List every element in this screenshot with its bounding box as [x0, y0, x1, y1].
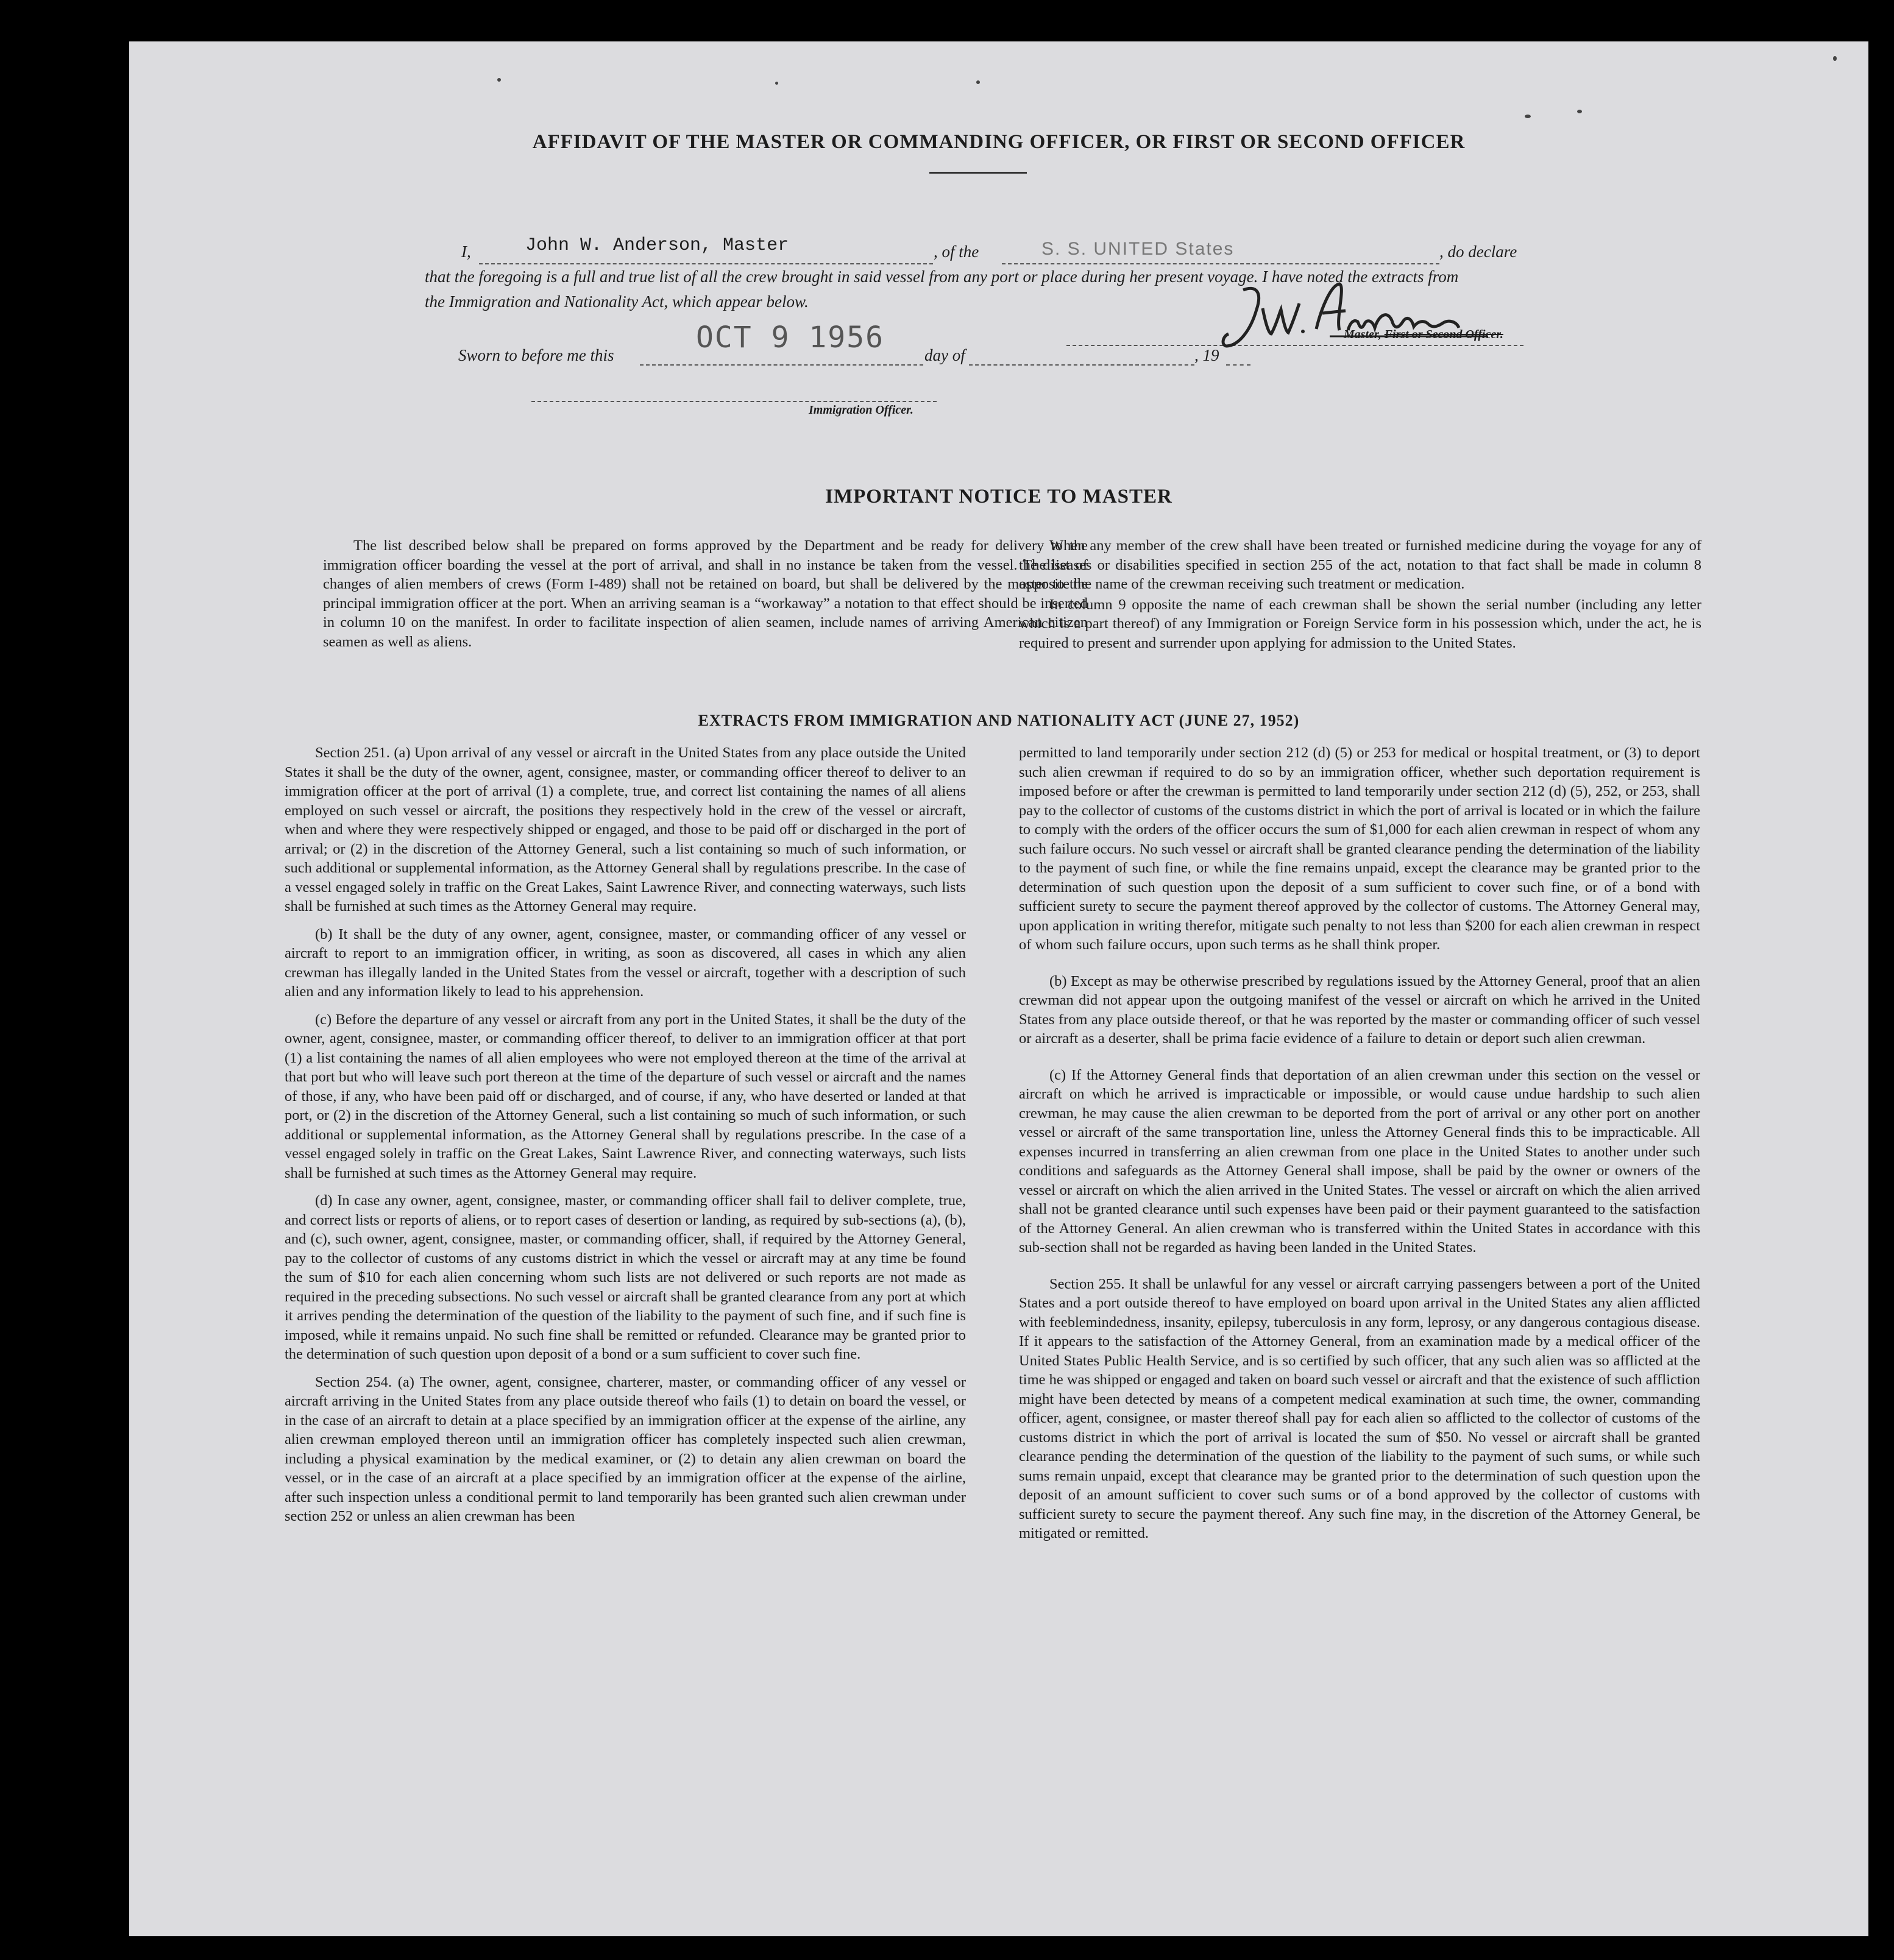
affidavit-statement-end: the Immigration and Nationality Act, which appear below.: [425, 292, 809, 311]
notice-paragraph: In column 9 opposite the name of each crewman shall be shown the serial number (including any letter which is a part thereof) of any Immigration or Foreign Service form in his possession which, under the act, he is required to present and surrender upon applying for admission to the United States.: [1019, 596, 1701, 651]
speck: [1525, 115, 1531, 118]
act-section-paragraph: permitted to land temporarily under section 212 (d) (5) or 253 for medical or hospital treatment, or (3) to deport such alien crewman if required to do so by an immigration officer, whether such deportation requirement is imposed before or after the crewman is permitted to land temporarily under section 212 (d) (5), 252, or 253, shall pay to the collector of customs of the customs district in which the port of arrival is located or in which the failure to comply with the orders of the officer occurs the sum of $1,000 for each alien crewman in respect of whom any such failure occurs. No such vessel or aircraft shall be granted clearance pending the determination of the liability to the payment of such fine, or while the fine remains unpaid, except the clearance may be granted prior to the determination of such question upon the deposit of a sum sufficient to cover such fine, or of a bond with sufficient surety to secure the payment thereof approved by the collector of customs. The Attorney General may, upon application in writing therefor, mitigate such penalty to not less than $200 for each alien crewman in respect of whom such failure occurs, upon such terms as he shall think proper.: [1019, 745, 1700, 953]
act-section-paragraph: (c) Before the departure of any vessel or aircraft from any port in the United States, it shall be the duty of the owner, agent, consignee, master, or commanding officer thereof, to deliver to an immigration officer at that port (1) a list containing the names of all alien employees who were not employed thereon at the time of the arrival at that port but who will leave such port thereon at the time of the departure of such vessel or aircraft and the names of those, if any, who have been paid off or discharged, and of course, if any, who have deserted or landed at that port, or (2) in the discretion of the Attorney General, such a list containing so much of such information, or such additional or supplemental information, as the Attorney General shall by regulations prescribe. In the case of a vessel engaged solely in traffic on the Great Lakes, Saint Lawrence River, and connecting waterways, such lists shall be furnished at such times as the Attorney General may require.: [285, 1011, 966, 1181]
master-name-value: John W. Anderson, Master: [525, 235, 789, 256]
date-stamp: OCT 9 1956: [696, 320, 884, 355]
act-section-paragraph: Section 251. (a) Upon arrival of any vessel or aircraft in the United States from any place outside the United States it shall be the duty of the owner, agent, consignee, master, or commanding officer thereof to deliver to an immigration officer at the port of arrival (1) a complete, true, and correct list containing the names of all aliens employed on such vessel or aircraft, the positions they respectively hold in the crew of the vessel or aircraft, when and where they were respectively shipped or engaged, and those to be paid off or discharged in the port of arrival; or (2) in the discretion of the Attorney General, such a list containing so much of such information, or such additional or supplemental information, as the Attorney General shall by regulations prescribe. In the case of a vessel engaged solely in traffic on the Great Lakes, Saint Lawrence River, and connecting waterways, such lists shall be furnished at such times as the Attorney General may require.: [285, 745, 966, 915]
affidavit-do-declare: , do declare: [1439, 242, 1517, 261]
vessel-value: S. S. UNITED States: [1041, 239, 1235, 259]
act-section-paragraph: Section 254. (a) The owner, agent, consignee, charterer, master, or commanding officer of any vessel or aircraft arriving in the United States from any place outside thereof who fails (1) to detain on board the vessel, or in the case of an aircraft to detain at a place specified by an immigration officer at the expense of the airline, any alien crewman employed thereon until an immigration officer has completely inspected such alien crewman, including a physical examination by the medical examiner, or (2) to detain any alien crewman on board the vessel, or in the case of an aircraft at a place specified by an immigration officer at the expense of the airline, after such inspection unless a conditional permit to land temporarily has been granted such alien crewman under section 252 or unless an alien crewman has been: [285, 1373, 966, 1524]
master-officer-label: [1344, 328, 1503, 342]
notice-paragraph: When any member of the crew shall have been treated or furnished medicine during the voyage for any of the diseases or disabilities specified in section 255 of the act, notation to that fact shall be made in column 8 opposite the name of the crewman receiving such treatment or medication.: [1019, 537, 1701, 592]
immigration-officer-line: [531, 390, 937, 402]
title-rule: [929, 172, 1027, 174]
month-line: [969, 347, 1194, 366]
notice-left-column: [323, 536, 1088, 660]
year-line: [1226, 347, 1250, 366]
year-prefix: , 19: [1194, 346, 1219, 364]
document-page: [129, 41, 1868, 1936]
speck: [976, 80, 980, 84]
day-of-label: day of: [924, 346, 965, 364]
affidavit-of-the: , of the: [934, 242, 979, 261]
act-section-paragraph: (b) It shall be the duty of any owner, agent, consignee, master, or commanding officer of any vessel or aircraft to report to an immigration officer, in writing, as soon as discovered, all cases in which any alien crewman has illegally landed in the United States from the vessel or aircraft, together with a description of such alien and any information likely to lead to his apprehension.: [285, 925, 966, 1000]
act-section-paragraph: (c) If the Attorney General finds that deportation of an alien crewman under this section on the vessel or aircraft on which he arrived is impracticable or impossible, or would cause undue hardship to such alien crewman, he may cause the alien crewman to be deported from the port of arrival or any other port on another vessel or aircraft of the same transportation line, unless the Attorney General finds this to be impracticable. All expenses incurred in transferring an alien crewman from one place in the United States to another under such conditions and safeguards as the Attorney General shall impose, shall be paid by the owner or owners of the vessel or aircraft on which the alien arrived in the United States. The vessel or aircraft on which the alien arrived shall not be granted clearance until such expenses have been paid or their payment guaranteed to the satisfaction of the Attorney General. An alien crewman who is transferred within the United States in accordance with this sub-section shall not be regarded as having been landed in the United States.: [1019, 1066, 1700, 1256]
notice-paragraph: The list described below shall be prepared on forms approved by the Department and be ready for delivery to the immigration officer boarding the vessel at the port of arrival, and shall in no instance be taken from the vessel. The list of changes of alien members of crews (Form I-489) shall not be retained on board, but shall be delivered by the master to the principal immigration officer at the port. When an arriving seaman is a “workaway” a notation to that effect should be inserted in column 10 on the manifest. In order to facilitate inspection of alien seamen, include names of arriving American citizen seamen as well as aliens.: [323, 537, 1088, 650]
act-section-paragraph: Section 255. It shall be unlawful for any vessel or aircraft carrying passengers between a port of the United States and a port outside thereof to have employed on board upon arrival in the United States any alien afflicted with feeblemindedness, insanity, epilepsy, tuberculosis in any form, leprosy, or any dangerous contagious disease. If it appears to the satisfaction of the Attorney General, from an examination made by a medical officer of the United States Public Health Service, and is so certified by such officer, that any such alien was so afflicted at the time he was shipped or engaged and taken on board such vessel or aircraft and that the existence of such affliction might have been detected by means of a competent medical examination at such time, the owner, commanding officer, agent, consignee, or master thereof shall pay for each alien so afflicted to the collector of customs of the customs district in which the port of arrival is located the sum of $50. No vessel or aircraft shall be granted clearance pending the determination of the question of the liability to the payment of such sums, or while such sums remain unpaid, except that clearance may be granted prior to the determination of such question upon the deposit of an amount sufficient to cover such sums or of a bond approved by the collector of customs with sufficient surety to secure the payment thereof. Any such fine may, in the discretion of the Attorney General, be mitigated or remitted.: [1019, 1275, 1700, 1541]
extracts-heading: EXTRACTS FROM IMMIGRATION AND NATIONALITY ACT (JUNE 27, 1952): [698, 712, 1300, 729]
master-label: Master,: [1344, 328, 1385, 341]
speck: [1833, 56, 1837, 61]
act-section-paragraph: (d) In case any owner, agent, consignee, master, or commanding officer shall fail to deliver complete, true, and correct lists or reports of aliens, or to report cases of desertion or landing, as required by sub-sections (a), (b), and (c), such owner, agent, consignee, master, or commanding officer, shall, if required by the Attorney General, pay to the collector of customs of any customs district in which the vessel or aircraft may at any time be found the sum of $10 for each alien concerning whom such lists are not delivered or such reports are not made as required in the preceding subsections. No such vessel or aircraft shall be granted clearance from any port at which it arrives pending the determination of the question of the liability to the payment of such fine, and if such fine is imposed, while it remains unpaid. No such fine shall be remitted or refunded. Clearance may be granted prior to the determination of such question upon deposit of a bond or a sum sufficient to cover such fine.: [285, 1192, 966, 1362]
notice-heading: IMPORTANT NOTICE TO MASTER: [825, 486, 1172, 508]
sworn-label: Sworn to before me this: [458, 346, 614, 364]
master-signature: [1220, 273, 1500, 358]
act-section-paragraph: (b) Except as may be otherwise prescribed by regulations issued by the Attorney General, proof that an alien crewman did not appear upon the outgoing manifest of the vessel or aircraft on which he arrived in the United States from any place outside thereof, or that he was reported by the master or commanding officer of such vessel or aircraft as a deserter, shall be prima facie evidence of a failure to detain or deport such alien crewman.: [1019, 972, 1700, 1047]
affidavit-statement: that the foregoing is a full and true list of all the crew brought in said vessel from any port or place during her present voyage. I have noted the extracts from: [425, 267, 1459, 286]
speck: [775, 82, 778, 85]
affidavit-i: I,: [461, 242, 471, 261]
struck-officer-label: First or Second Officer.: [1384, 328, 1503, 341]
extracts-left-column: [285, 743, 966, 1535]
extracts-right-column: [1019, 743, 1700, 1552]
speck: [1577, 110, 1582, 113]
affidavit-title: AFFIDAVIT OF THE MASTER OR COMMANDING OFFICER, OR FIRST OR SECOND OFFICER: [532, 131, 1466, 153]
notice-right-column: [1019, 536, 1701, 661]
speck: [497, 78, 501, 82]
immigration-officer-label: Immigration Officer.: [809, 403, 913, 417]
